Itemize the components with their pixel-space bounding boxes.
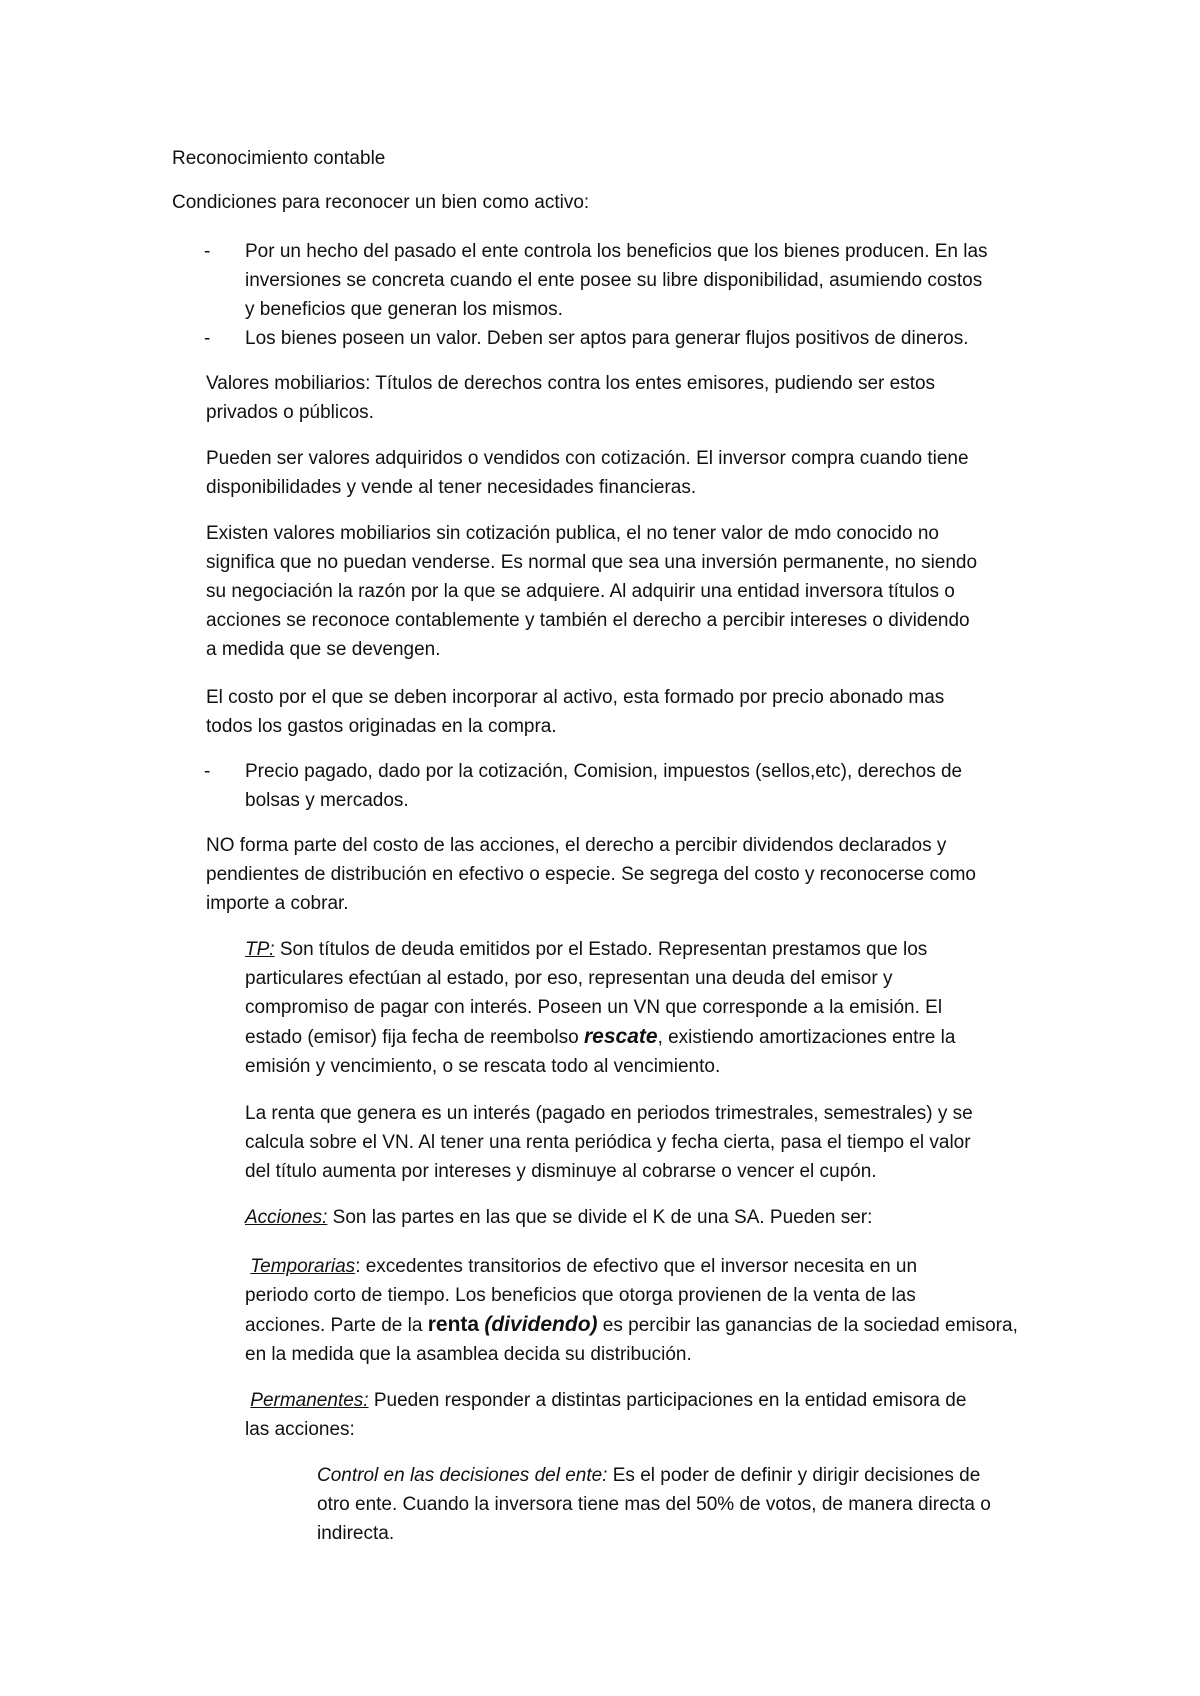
paragraph-line: las acciones: [245, 1419, 355, 1440]
control-label: Control en las decisiones del ente: [317, 1465, 608, 1486]
paragraph-line: otro ente. Cuando la inversora tiene mas del 50% de votos, de manera directa o [317, 1494, 991, 1515]
paragraph-line: La renta que genera es un interés (pagado en periodos trimestrales, semestrales) y se [245, 1103, 973, 1124]
paragraph-line: disponibilidades y vende al tener necesidades financieras. [206, 477, 697, 498]
paragraph-line: NO forma parte del costo de las acciones, el derecho a percibir dividendos declarados y [206, 835, 947, 856]
conditions-heading [172, 188, 589, 217]
paragraph-line: acciones se reconoce contablemente y también el derecho a percibir intereses o dividendo [206, 610, 970, 631]
paragraph-line: El costo por el que se deben incorporar al activo, esta formado por precio abonado mas [206, 687, 945, 708]
bullet-marker: - [204, 328, 211, 349]
paragraph-line: TP: Son títulos de deuda emitidos por el Estado. Representan prestamos que los [245, 939, 928, 960]
paragraph-line: Valores mobiliarios: Títulos de derechos contra los entes emisores, pudiendo ser estos [206, 373, 936, 394]
tp-label: TP: [245, 939, 275, 960]
title-text: Reconocimiento contable [172, 148, 386, 169]
paragraph-line: a medida que se devengen. [206, 639, 441, 660]
paragraph-line: calcula sobre el VN. Al tener una renta periódica y fecha cierta, pasa el tiempo el valor [245, 1132, 971, 1153]
paragraph-cotizacion [206, 444, 969, 502]
paragraph-line: Temporarias: excedentes transitorios de efectivo que el inversor necesita en un [250, 1256, 918, 1277]
list-item-line: inversiones se concreta cuando el ente posee su libre disponibilidad, asumiendo costos [245, 270, 983, 291]
list-item [0, 757, 1200, 815]
paragraph-valores-mobiliarios [206, 369, 935, 427]
list-item-line: Los bienes poseen un valor. Deben ser aptos para generar flujos positivos de dineros. [245, 328, 969, 349]
paragraph-line: significa que no puedan venderse. Es normal que sea una inversión permanente, no siendo [206, 552, 978, 573]
paragraph-line: Pueden ser valores adquiridos o vendidos con cotización. El inversor compra cuando tiene [206, 448, 969, 469]
acciones-label: Acciones: [245, 1207, 328, 1228]
paragraph-line: privados o públicos. [206, 402, 374, 423]
paragraph-control [317, 1461, 991, 1548]
paragraph-line: Acciones: Son las partes en las que se divide el K de una SA. Pueden ser: [245, 1207, 873, 1228]
paragraph-line: importe a cobrar. [206, 893, 349, 914]
paragraph-temporarias [245, 1252, 1018, 1369]
paragraph-permanentes [245, 1386, 966, 1444]
paragraph-no-forma-parte [206, 831, 976, 918]
list-item-line: y beneficios que generan los mismos. [245, 299, 563, 320]
paragraph-renta [245, 1099, 973, 1186]
emphasis-renta: renta [427, 1313, 480, 1336]
permanentes-label: Permanentes: [250, 1390, 369, 1411]
paragraph-line: pendientes de distribución en efectivo o especie. Se segrega del costo y reconocerse como [206, 864, 976, 885]
paragraph-sin-cotizacion [206, 519, 977, 664]
temporarias-label: Temporarias [250, 1256, 356, 1277]
paragraph-line: del título aumenta por intereses y disminuye al cobrarse o vencer el cupón. [245, 1161, 877, 1182]
paragraph-tp [245, 935, 955, 1081]
conditions-list [0, 237, 1200, 353]
list-item-line: bolsas y mercados. [245, 790, 409, 811]
cost-components-list [0, 757, 1200, 815]
list-item-line: Precio pagado, dado por la cotización, Comision, impuestos (sellos,etc), derechos de [245, 761, 963, 782]
paragraph-line: acciones. Parte de la renta (dividendo) es percibir las ganancias de la sociedad emisora, [245, 1313, 1018, 1336]
paragraph-line: todos los gastos originadas en la compra. [206, 716, 557, 737]
list-item [0, 324, 1200, 353]
bullet-marker: - [204, 761, 211, 782]
paragraph-line: estado (emisor) fija fecha de reembolso rescate, existiendo amortizaciones entre la [245, 1025, 956, 1048]
paragraph-line: periodo corto de tiempo. Los beneficios que otorga provienen de la venta de las [245, 1285, 916, 1306]
paragraph-acciones [245, 1203, 872, 1232]
paragraph-costo [206, 683, 944, 741]
paragraph-line: Control en las decisiones del ente: Es el poder de definir y dirigir decisiones de [317, 1465, 981, 1486]
paragraph-line: en la medida que la asamblea decida su distribución. [245, 1344, 692, 1365]
document-title [172, 144, 385, 173]
paragraph-line: indirecta. [317, 1523, 395, 1544]
emphasis-dividendo: (dividendo) [484, 1313, 598, 1336]
list-item-line: Por un hecho del pasado el ente controla los beneficios que los bienes producen. En las [245, 241, 988, 262]
bullet-marker: - [204, 241, 211, 262]
conditions-heading-text: Condiciones para reconocer un bien como activo: [172, 192, 590, 213]
paragraph-line: particulares efectúan al estado, por eso, representan una deuda del emisor y [245, 968, 893, 989]
paragraph-line: emisión y vencimiento, o se rescata todo al vencimiento. [245, 1056, 721, 1077]
paragraph-line: Permanentes: Pueden responder a distintas participaciones en la entidad emisora de [250, 1390, 967, 1411]
paragraph-line: compromiso de pagar con interés. Poseen un VN que corresponde a la emisión. El [245, 997, 943, 1018]
paragraph-line: Existen valores mobiliarios sin cotización publica, el no tener valor de mdo conocido no [206, 523, 939, 544]
emphasis-rescate: rescate [584, 1025, 658, 1048]
paragraph-line: su negociación la razón por la que se adquiere. Al adquirir una entidad inversora títulos o [206, 581, 955, 602]
list-item [0, 237, 1200, 324]
